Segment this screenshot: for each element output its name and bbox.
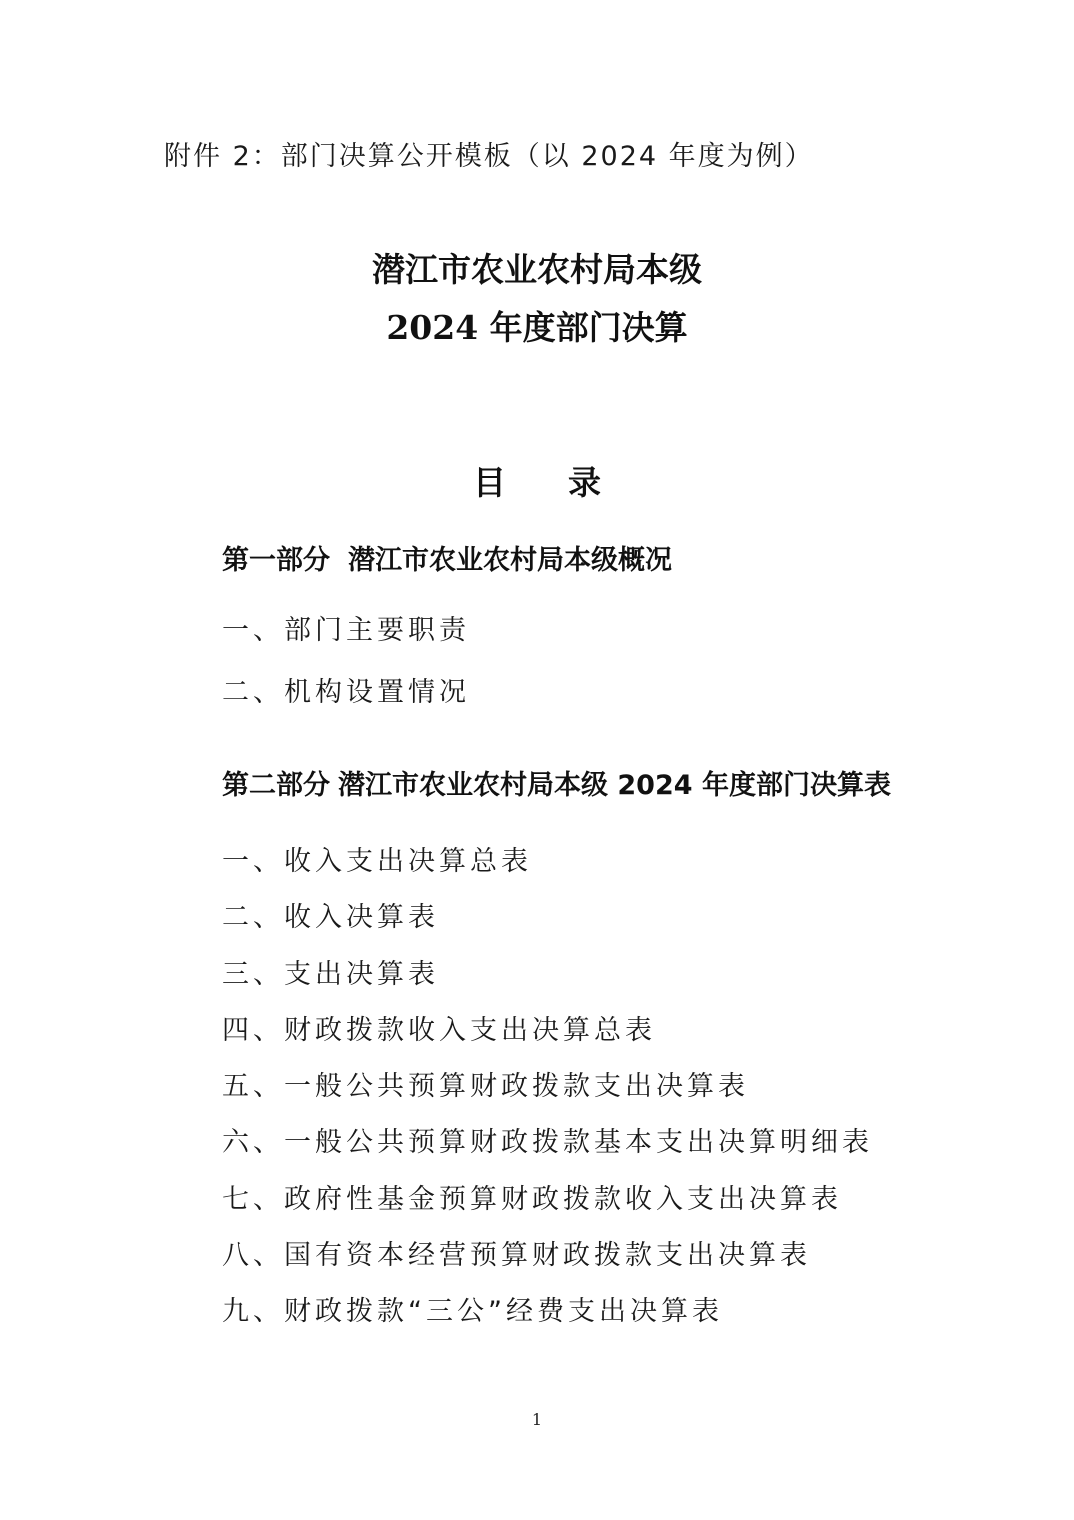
document-title-line-1: 潜江市农业农村局本级 [372,250,702,289]
toc-part-two-heading[interactable] [222,772,891,799]
toc-part-two-item-6[interactable]: 六、一般公共预算财政拨款基本支出决算明细表 [222,1127,873,1158]
toc-part-two-item-2[interactable]: 二、收入决算表 [222,902,439,933]
toc-part-one-item-1[interactable]: 一、部门主要职责 [222,615,470,646]
toc-part-two-item-1[interactable]: 一、收入支出决算总表 [222,846,532,877]
toc-part-two-item-8[interactable]: 八、国有资本经营预算财政拨款支出决算表 [222,1240,811,1271]
toc-part-one-prefix: 第一部分 [222,545,330,576]
attachment-label: 附件 2：部门决算公开模板（以 2024 年度为例） [164,141,814,172]
toc-heading: 目录 [473,463,663,502]
toc-part-two-item-7[interactable]: 七、政府性基金预算财政拨款收入支出决算表 [222,1184,842,1215]
toc-part-two-item-5[interactable]: 五、一般公共预算财政拨款支出决算表 [222,1071,749,1102]
document-title-line-2: 2024 年度部门决算 [386,308,688,347]
toc-part-two-item-4[interactable]: 四、财政拨款收入支出决算总表 [222,1015,656,1046]
toc-part-one-item-2[interactable]: 二、机构设置情况 [222,677,470,708]
page-number: 1 [531,1410,543,1429]
toc-part-two-item-9[interactable]: 九、财政拨款“三公”经费支出决算表 [222,1296,723,1327]
toc-part-two-prefix: 第二部分 [222,770,330,801]
toc-part-two-title: 潜江市农业农村局本级 2024 年度部门决算表 [338,770,891,801]
toc-part-one-heading[interactable] [222,547,672,574]
toc-part-two-item-3[interactable]: 三、支出决算表 [222,959,439,990]
toc-part-one-title: 潜江市农业农村局本级概况 [348,545,672,576]
